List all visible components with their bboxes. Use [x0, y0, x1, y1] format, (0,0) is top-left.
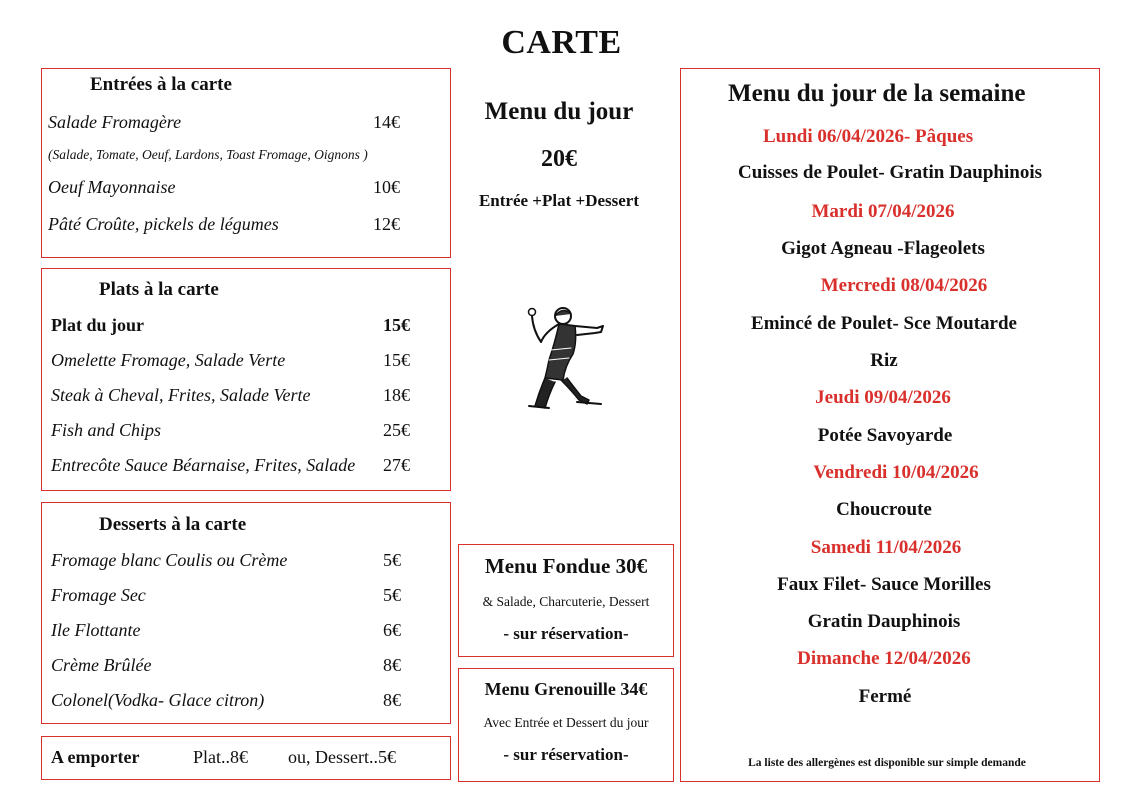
- menu-item-price: 15€: [383, 315, 410, 335]
- menu-item-name: Pâté Croûte, pickels de légumes: [48, 214, 279, 234]
- menu-item-price: 5€: [383, 550, 401, 570]
- emporter-label: A emporter: [51, 747, 140, 767]
- menu-item-price: 5€: [383, 585, 401, 605]
- fondue-title: Menu Fondue 30€: [484, 554, 648, 578]
- desserts-heading: Desserts à la carte: [99, 514, 247, 535]
- menu-item-name: Oeuf Mayonnaise: [48, 177, 176, 197]
- day-heading: Vendredi 10/04/2026: [813, 462, 979, 483]
- menu-item-name: Plat du jour: [51, 315, 145, 335]
- menu-item-price: 14€: [373, 112, 400, 132]
- menu-jour-title: Menu du jour: [484, 98, 634, 125]
- day-dish: Faux Filet- Sauce Morilles: [777, 574, 991, 595]
- entrees-note: (Salade, Tomate, Oeuf, Lardons, Toast Fromage, Oignons ): [48, 147, 368, 162]
- grenouille-reservation: - sur réservation-: [503, 745, 629, 764]
- menu-item-price: 8€: [383, 655, 401, 675]
- menu-item-price: 10€: [373, 177, 400, 197]
- menu-jour-desc: Entrée +Plat +Dessert: [478, 191, 640, 210]
- menu-item-name: Fromage Sec: [51, 585, 146, 605]
- menu-item-name: Ile Flottante: [51, 620, 141, 640]
- day-dish: Riz: [870, 350, 898, 371]
- grenouille-desc: Avec Entrée et Dessert du jour: [483, 715, 649, 730]
- menu-item-price: 12€: [373, 214, 400, 234]
- day-heading: Jeudi 09/04/2026: [815, 387, 951, 408]
- menu-jour-price: 20€: [541, 146, 577, 172]
- day-dish: Gratin Dauphinois: [807, 611, 961, 632]
- allergen-notice: La liste des allergènes est disponible sur simple demande: [748, 757, 1026, 769]
- entrees-heading: Entrées à la carte: [90, 74, 232, 95]
- fondue-reservation: - sur réservation-: [503, 624, 629, 643]
- semaine-title: Menu du jour de la semaine: [728, 80, 1026, 107]
- menu-item-name: Salade Fromagère: [48, 112, 182, 132]
- petanque-player-illustration: [515, 302, 610, 412]
- day-heading: Lundi 06/04/2026- Pâques: [763, 126, 974, 147]
- menu-item-price: 27€: [383, 455, 410, 475]
- page-title: CARTE: [501, 24, 622, 61]
- day-heading: Mercredi 08/04/2026: [820, 275, 988, 296]
- menu-item-name: Steak à Cheval, Frites, Salade Verte: [51, 385, 311, 405]
- menu-item-price: 25€: [383, 420, 410, 440]
- day-dish: Cuisses de Poulet- Gratin Dauphinois: [737, 162, 1043, 183]
- day-dish: Emincé de Poulet- Sce Moutarde: [751, 313, 1017, 334]
- menu-item-name: Omelette Fromage, Salade Verte: [51, 350, 286, 370]
- day-dish: Potée Savoyarde: [817, 425, 953, 446]
- day-heading: Dimanche 12/04/2026: [797, 648, 971, 669]
- plats-heading: Plats à la carte: [99, 279, 219, 300]
- menu-item-price: 18€: [383, 385, 410, 405]
- menu-item-name: Fish and Chips: [51, 420, 162, 440]
- emporter-plat: Plat..8€: [193, 747, 249, 767]
- grenouille-title: Menu Grenouille 34€: [484, 679, 648, 699]
- menu-item-price: 6€: [383, 620, 401, 640]
- menu-item-name: Crème Brûlée: [51, 655, 152, 675]
- day-heading: Samedi 11/04/2026: [810, 537, 962, 558]
- day-heading: Mardi 07/04/2026: [811, 201, 955, 222]
- fondue-desc: & Salade, Charcuterie, Dessert: [482, 594, 650, 609]
- emporter-dessert: ou, Dessert..5€: [288, 747, 396, 767]
- menu-item-name: Fromage blanc Coulis ou Crème: [51, 550, 288, 570]
- day-dish: Choucroute: [836, 499, 932, 520]
- menu-item-name: Entrecôte Sauce Béarnaise, Frites, Salade: [51, 455, 356, 475]
- day-dish: Fermé: [858, 686, 912, 707]
- menu-item-price: 8€: [383, 690, 401, 710]
- menu-item-name: Colonel(Vodka- Glace citron): [51, 690, 265, 710]
- day-dish: Gigot Agneau -Flageolets: [781, 238, 985, 259]
- menu-item-price: 15€: [383, 350, 410, 370]
